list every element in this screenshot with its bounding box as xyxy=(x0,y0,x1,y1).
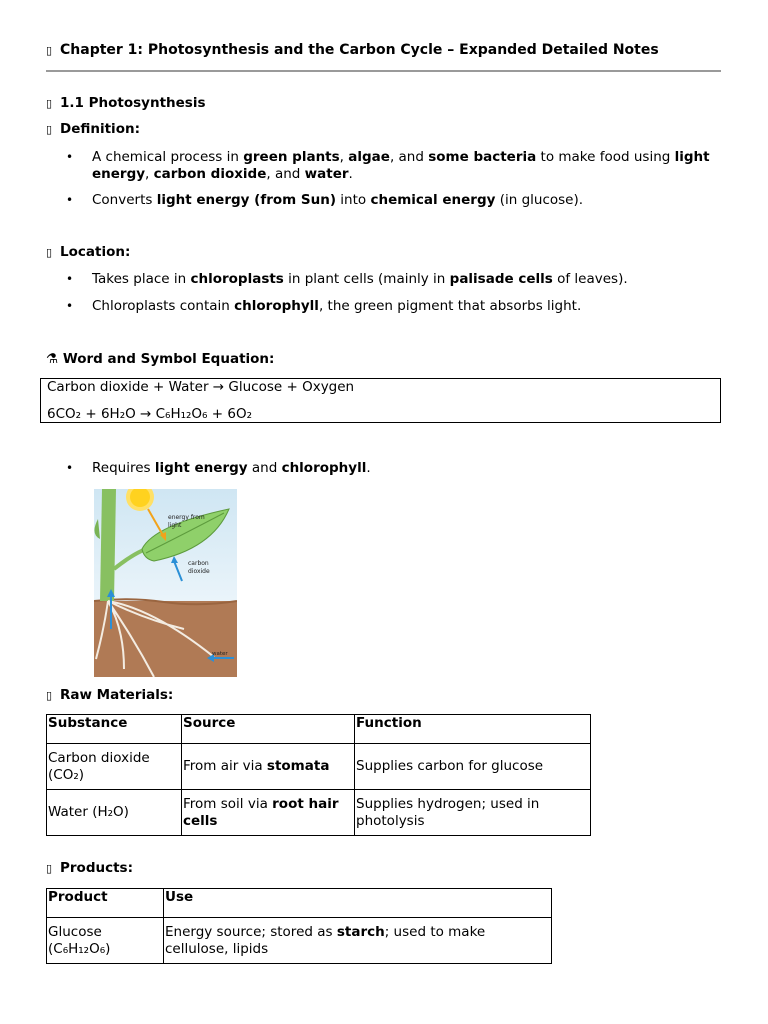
book-icon: ▯ xyxy=(46,123,53,136)
text-span: in plant cells (mainly in xyxy=(283,271,450,287)
table-cell xyxy=(164,918,552,964)
bold-text: water xyxy=(304,166,349,182)
products-heading: ▯ Products: xyxy=(46,860,133,876)
table-row xyxy=(47,918,552,964)
bold-text: light energy xyxy=(154,460,248,476)
text-span: Takes place in xyxy=(92,271,191,287)
section-heading: ▯ 1.1 Photosynthesis xyxy=(46,95,206,111)
leaf-icon: ▯ xyxy=(46,97,53,110)
table-cell xyxy=(47,790,182,836)
bold-text: light energy (from Sun) xyxy=(156,192,337,208)
text-span: A chemical process in xyxy=(92,149,244,165)
column-header: Use xyxy=(164,889,552,918)
flask-icon: ⚗ xyxy=(46,351,59,367)
raw-materials-table xyxy=(46,714,591,836)
text-span: of leaves). xyxy=(552,271,628,287)
text-span: From air via xyxy=(183,758,267,774)
column-header: Product xyxy=(47,889,164,918)
bold-text: root hair cells xyxy=(183,795,339,829)
text-span: Supplies hydrogen; used in photolysis xyxy=(356,795,540,829)
location-list xyxy=(66,271,716,315)
table-row xyxy=(47,744,591,790)
word-equation: Carbon dioxide + Water → Glucose + Oxygen xyxy=(47,379,355,395)
bold-text: chloroplasts xyxy=(190,271,284,287)
table-cell xyxy=(355,744,591,790)
table-cell xyxy=(182,790,355,836)
bold-text: starch xyxy=(336,923,385,940)
bold-text: chemical energy xyxy=(370,192,496,208)
requires-list xyxy=(66,460,716,477)
products-table xyxy=(46,888,552,964)
definition-heading: ▯ Definition: xyxy=(46,121,140,137)
text-span: Supplies carbon for glucose xyxy=(356,758,544,774)
raw-materials-heading: ▯ Raw Materials: xyxy=(46,687,174,703)
text-span: , xyxy=(145,166,154,182)
bold-text: chlorophyll xyxy=(234,298,319,314)
text-span: . xyxy=(348,166,353,182)
bold-text: some bacteria xyxy=(428,149,537,165)
text-span: Energy source; stored as xyxy=(165,923,337,940)
tool-icon: ▯ xyxy=(46,689,53,702)
notebook-icon: ▯ xyxy=(46,44,53,57)
text-span: Converts xyxy=(92,192,157,208)
column-header: Source xyxy=(182,715,355,744)
text-span: into xyxy=(336,192,371,208)
bold-text: palisade cells xyxy=(449,271,553,287)
text-span: (in glucose). xyxy=(495,192,584,208)
co2-label: carbon dioxide xyxy=(188,560,210,575)
water-label: water xyxy=(212,651,228,657)
definition-bullet xyxy=(66,192,716,209)
text-span: Carbon dioxide (CO₂) xyxy=(48,749,150,783)
table-cell xyxy=(47,918,164,964)
pin-icon: ▯ xyxy=(46,246,53,259)
text-span: , and xyxy=(389,149,429,165)
bold-text: algae xyxy=(348,149,390,165)
bold-text: chlorophyll xyxy=(281,460,367,476)
bold-text: green plants xyxy=(243,149,340,165)
column-header: Substance xyxy=(47,715,182,744)
document-title: ▯ Chapter 1: Photosynthesis and the Carbon Cycle – Expanded Detailed Notes xyxy=(46,42,659,58)
table-cell xyxy=(47,744,182,790)
text-span: . xyxy=(366,460,371,476)
text-span: Water (H₂O) xyxy=(48,804,129,820)
bold-text: stomata xyxy=(266,758,330,774)
location-heading: ▯ Location: xyxy=(46,244,131,260)
table-header-row xyxy=(47,889,552,918)
text-span: , the green pigment that absorbs light. xyxy=(318,298,582,314)
definition-bullet xyxy=(66,149,716,183)
text-span: , xyxy=(339,149,349,165)
equation-box xyxy=(40,378,721,423)
bold-text: carbon dioxide xyxy=(153,166,267,182)
requires-bullet xyxy=(66,460,716,477)
text-span: From soil via xyxy=(183,795,273,812)
text-span: Chloroplasts contain xyxy=(92,298,235,314)
text-span: , and xyxy=(266,166,305,182)
bold-text: light energy xyxy=(92,149,710,182)
text-span: Glucose (C₆H₁₂O₆) xyxy=(48,923,111,957)
table-row xyxy=(47,790,591,836)
text-span: and xyxy=(247,460,282,476)
location-bullet xyxy=(66,298,716,315)
column-header: Function xyxy=(355,715,591,744)
location-bullet xyxy=(66,271,716,288)
text-span: ; used to make cellulose, lipids xyxy=(165,923,486,957)
table-cell xyxy=(355,790,591,836)
equation-heading: ⚗ Word and Symbol Equation: xyxy=(46,351,275,367)
table-header-row xyxy=(47,715,591,744)
symbol-equation: 6CO₂ + 6H₂O → C₆H₁₂O₆ + 6O₂ xyxy=(47,406,252,422)
definition-list xyxy=(66,149,716,209)
text-span: Requires xyxy=(92,460,155,476)
box-icon: ▯ xyxy=(46,862,53,875)
energy-label: energy from light xyxy=(168,514,205,529)
photosynthesis-diagram xyxy=(94,489,237,677)
plant-stem xyxy=(100,489,116,601)
text-span: to make food using xyxy=(536,149,675,165)
table-cell xyxy=(182,744,355,790)
title-divider xyxy=(46,70,721,72)
